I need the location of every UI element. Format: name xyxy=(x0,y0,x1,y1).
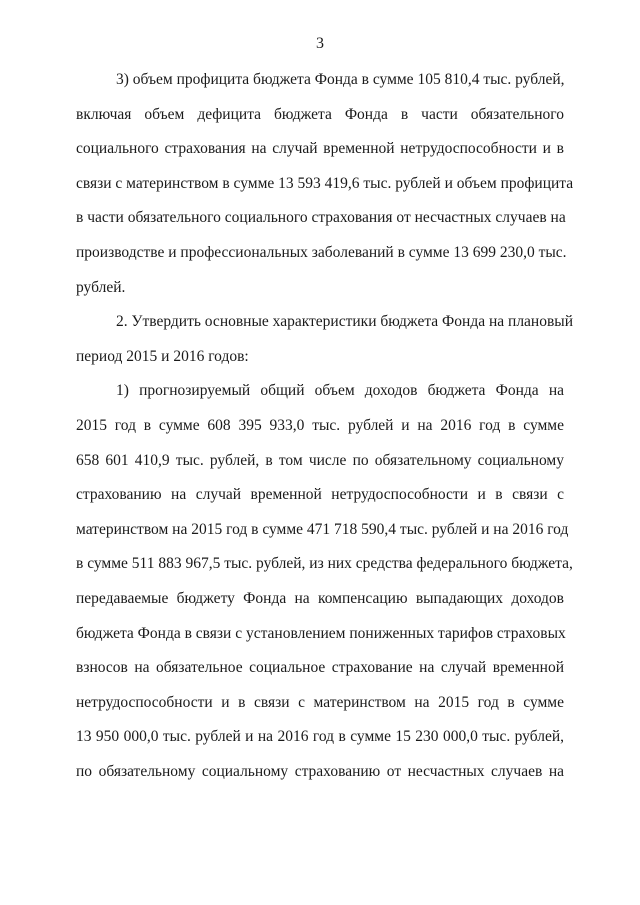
text-line: включая объем дефицита бюджета Фонда в части обязательного xyxy=(76,105,564,123)
paragraph-budget-surplus xyxy=(76,63,574,305)
text-line: 1) прогнозируемый общий объем доходов бюджета Фонда на xyxy=(116,382,564,400)
text-line: производстве и профессиональных заболеваний в сумме 13 699 230,0 тыс. xyxy=(76,243,567,261)
text-line: бюджета Фонда в связи с установлением пониженных тарифов страховых xyxy=(76,624,566,642)
text-line: 658 601 410,9 тыс. рублей, в том числе по обязательному социальному xyxy=(76,451,564,469)
text-line: 2015 год в сумме 608 395 933,0 тыс. рублей и на 2016 год в сумме xyxy=(76,416,564,434)
text-line: взносов на обязательное социальное страхование на случай временной xyxy=(76,659,564,677)
text-line: 2. Утвердить основные характеристики бюджета Фонда на плановый xyxy=(116,313,574,331)
text-line: в части обязательного социального страхования от несчастных случаев на xyxy=(76,209,566,227)
text-line: 13 950 000,0 тыс. рублей и на 2016 год в сумме 15 230 000,0 тыс. рублей, xyxy=(76,728,564,746)
text-line: 3) объем профицита бюджета Фонда в сумме 105 810,4 тыс. рублей, xyxy=(116,71,565,88)
text-line: материнством на 2015 год в сумме 471 718 590,4 тыс. рублей и на 2016 год xyxy=(76,520,569,538)
page-number: 3 xyxy=(316,35,324,52)
text-line: рублей. xyxy=(76,278,126,296)
text-line: социального страхования на случай временной нетрудоспособности и в xyxy=(76,140,564,158)
text-line: передаваемые бюджету Фонда на компенсацию выпадающих доходов xyxy=(76,589,564,607)
text-line: нетрудоспособности и в связи с материнством на 2015 год в сумме xyxy=(76,693,564,711)
text-line: в сумме 511 883 967,5 тыс. рублей, из них средства федерального бюджета, xyxy=(76,555,573,573)
text-line: период 2015 и 2016 годов: xyxy=(76,347,249,365)
text-line: страхованию на случай временной нетрудоспособности и в связи с xyxy=(76,486,564,504)
paragraph-forecast-revenue xyxy=(76,374,573,789)
text-line: связи с материнством в сумме 13 593 419,6 тыс. рублей и объем профицита xyxy=(76,174,574,192)
text-line: по обязательному социальному страхованию от несчастных случаев на xyxy=(76,762,564,780)
document-body xyxy=(76,63,574,789)
paragraph-planning-period xyxy=(76,305,574,374)
